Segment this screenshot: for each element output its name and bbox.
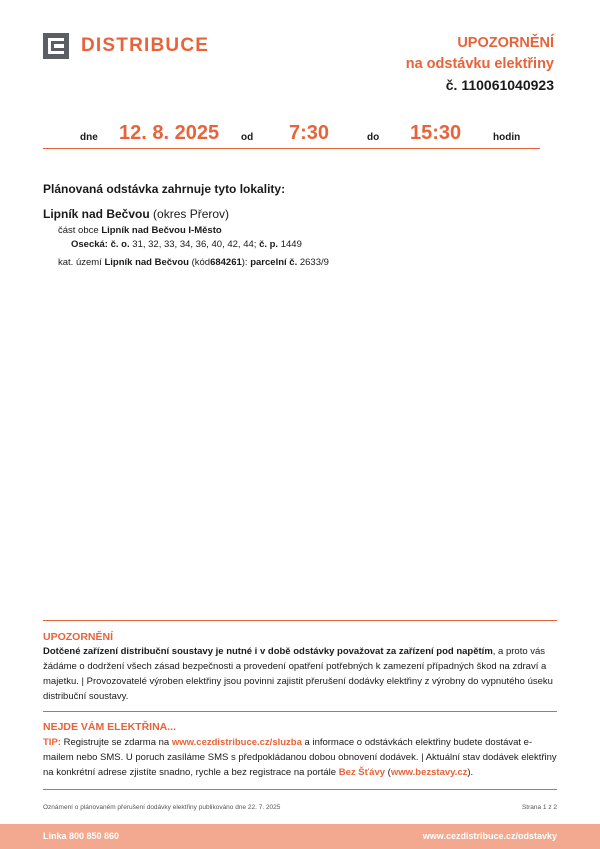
kod-suffix: ): — [241, 257, 248, 268]
kat-prefix: kat. území — [58, 257, 102, 268]
divider — [43, 789, 557, 790]
notice-subtitle: na odstávku elektřiny — [405, 56, 554, 72]
published-note: Oznámení o plánovaném přerušení dodávky elektřiny publikováno dne 22. 7. 2025 — [43, 804, 281, 811]
no-power-heading: NEJDE VÁM ELEKTŘINA... — [43, 721, 177, 733]
kat-name: Lipník nad Bečvou — [104, 257, 189, 268]
street-name: Osecká: — [71, 239, 108, 250]
portal-name: Bez Šťávy — [338, 767, 386, 778]
outage-time-row — [43, 121, 540, 149]
label-hours: hodin — [493, 132, 521, 143]
tip-text-2: a informace o odstávkách elektřiny budete dostávat e-mailem nebo SMS. U poruch zasíláme SMS s předpokládanou dobou obnovení dodávek. | Aktuální stav dodávek elektřiny na konkrétní adrese zjistíte snadno, rychle a bez registrace na portále — [43, 737, 557, 778]
notice-title: UPOZORNĚNÍ — [457, 35, 554, 51]
town-name: Lipník nad Bečvou — [43, 207, 150, 221]
warning-bold: Dotčené zařízení distribuční soustavy je nutné i v době odstávky považovat za zařízení pod napětím — [43, 646, 493, 657]
co-numbers: 31, 32, 33, 34, 36, 40, 42, 44; — [132, 239, 257, 250]
cp-numbers: 1449 — [280, 239, 302, 250]
part-prefix: část obce — [58, 225, 99, 236]
company-logo — [43, 33, 209, 59]
hotline[interactable]: Linka 800 850 860 — [43, 831, 120, 841]
notice-header — [406, 33, 554, 96]
outage-date: 12. 8. 2025 — [119, 122, 220, 144]
cadastral-area — [58, 257, 329, 268]
outage-from: 7:30 — [289, 122, 330, 144]
divider — [43, 711, 557, 712]
link-bezstavy[interactable]: www.bezstavy.cz — [390, 767, 468, 778]
district: (okres Přerov) — [153, 207, 230, 221]
logo-text: DISTRIBUCE — [81, 35, 210, 56]
divider — [43, 620, 557, 621]
link-sluzba[interactable]: www.cezdistribuce.cz/sluzba — [171, 737, 302, 748]
kod-value: 684261 — [210, 257, 242, 268]
town-part — [58, 225, 222, 236]
label-from: od — [241, 132, 254, 143]
street-numbers — [71, 239, 302, 250]
label-to: do — [367, 132, 380, 143]
cp-label: č. p. — [259, 239, 279, 250]
logo-icon — [43, 33, 69, 59]
co-label: č. o. — [110, 239, 130, 250]
tip-text-3: ( — [385, 767, 391, 778]
outage-to: 15:30 — [410, 122, 462, 144]
part-name: Lipník nad Bečvou I-Město — [101, 225, 222, 236]
warning-rest: , a proto vás žádáme o dodržení všech zásad bezpečnosti a provedení opatření potřebných k zamezení případných škod na zdraví a majetku. | Provozovatelé výroben elektřiny jsou povinni zajistit přerušení dodávky elektřiny z výrobny do vypnutého úseku distribuční soustavy. — [43, 646, 553, 702]
locality-town — [43, 207, 229, 221]
no-power-text — [43, 735, 557, 780]
label-day: dne — [80, 132, 98, 143]
notice-number: č. 110061040923 — [445, 77, 554, 93]
footer-bar — [0, 824, 600, 849]
kod-prefix: (kód — [191, 257, 211, 268]
tip-text-4: ). — [467, 767, 474, 778]
warning-heading: UPOZORNĚNÍ — [43, 631, 114, 643]
tip-text-1: Registrujte se zdarma na — [60, 737, 172, 748]
page-number: Strana 1 z 2 — [521, 804, 557, 811]
footer-url[interactable]: www.cezdistribuce.cz/odstavky — [422, 831, 557, 841]
warning-text — [43, 644, 557, 704]
parcel-label: parcelní č. — [250, 257, 298, 268]
parcel-number: 2633/9 — [299, 257, 329, 268]
localities-heading: Plánovaná odstávka zahrnuje tyto lokality: — [43, 182, 286, 196]
tip-label: TIP: — [43, 737, 61, 748]
